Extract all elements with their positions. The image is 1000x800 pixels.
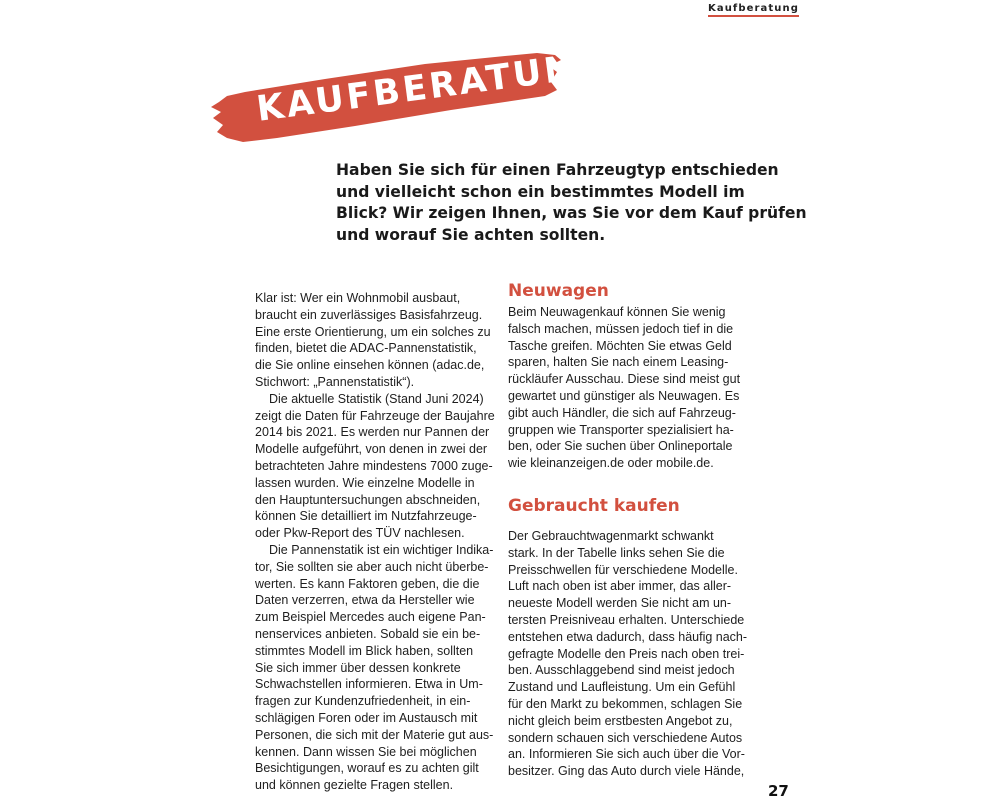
text-line: sparen, halten Sie nach einem Leasing- [508,355,729,370]
text-line: Die aktuelle Statistik (Stand Juni 2024) [269,391,484,406]
text-line: Beim Neuwagenkauf können Sie wenig [508,305,726,319]
text-line: nenservices anbieten. Sobald sie ein be- [255,626,481,641]
text-line: gewartet und günstiger als Neuwagen. Es [508,388,740,403]
text-line: für den Markt zu bekommen, schlagen Sie [508,696,743,711]
text-line: können Sie detailliert im Nutzfahrzeuge- [255,509,477,524]
text-line: und können gezielte Fragen stellen. [255,778,454,793]
text-line: Tasche greifen. Möchten Sie etwas Geld [508,338,732,353]
text-line: Der Gebrauchtwagenmarkt schwankt [508,529,714,543]
title-banner [205,44,611,152]
text-line: stimmtes Modell im Blick haben, sollten [255,643,474,658]
text-line: 2014 bis 2021. Es werden nur Pannen der [255,425,490,440]
intro-line: Blick? Wir zeigen Ihnen, was Sie vor dem Kauf prüfen [336,204,807,222]
text-line: neueste Modell werden Sie nicht am un- [508,596,732,611]
text-line: gibt auch Händler, die sich auf Fahrzeug- [508,405,736,420]
text-line: Daten verzerren, etwa da Hersteller wie [255,593,475,608]
text-line: fragen zur Kundenzufriedenheit, in ein- [255,694,471,709]
intro-line: und worauf Sie achten sollten. [336,225,606,244]
section-heading-neuwagen: Neuwagen [508,281,609,301]
text-line: ben. Ausschlaggebend sind meist jedoch [508,663,735,678]
left-column-text [255,290,495,794]
text-line: tor, Sie sollten sie aber auch nicht überbe- [255,559,489,574]
text-line: schlägigen Foren oder im Austausch mit [255,710,478,725]
text-line: nicht gleich beim erstbesten Angebot zu, [508,713,733,728]
text-line: an. Informieren Sie sich auch über die Vor- [508,747,745,762]
text-line: Preisschwellen für verschiedene Modelle. [508,562,738,577]
text-line: Modelle aufgeführt, von denen in zwei der [255,442,488,457]
text-line: Besichtigungen, worauf es zu achten gilt [255,761,479,776]
text-line: zeigt die Daten für Fahrzeuge der Baujahre [255,408,495,423]
text-line: Stichwort: „Pannenstatistik“). [255,374,415,389]
text-line: zum Beispiel Mercedes auch eigene Pan- [255,610,486,625]
neuwagen-text [508,304,748,472]
intro-paragraph [336,160,807,246]
text-line: betrachteten Jahre mindestens 7000 zuge- [255,458,493,473]
gebraucht-text [508,528,748,780]
text-line: braucht ein zuverlässiges Basisfahrzeug. [255,307,483,322]
text-line: den Hauptuntersuchungen abschneiden, [255,492,481,507]
text-line: sondern schauen sich verschiedene Autos [508,730,743,745]
text-line: stark. In der Tabelle links sehen Sie die [508,545,725,560]
intro-line: und vielleicht schon ein bestimmtes Modell im [336,182,745,201]
text-line: Luft nach oben ist aber immer, das aller- [508,579,732,594]
text-line: Sie sich immer über dessen konkrete [255,660,461,675]
text-line: werten. Es kann Faktoren geben, die die [255,576,480,591]
text-line: Zustand und Laufleistung. Um ein Gefühl [508,680,736,695]
running-head: Kaufberatung [708,3,799,17]
text-line: wie kleinanzeigen.de oder mobile.de. [508,456,714,471]
text-line: ben, oder Sie suchen über Onlineportale [508,439,733,454]
intro-line: Haben Sie sich für einen Fahrzeugtyp entschieden [336,161,779,179]
text-line: Die Pannenstatik ist ein wichtiger Indika- [269,542,494,557]
text-line: finden, bietet die ADAC-Pannenstatistik, [255,341,477,356]
text-line: Klar ist: Wer ein Wohnmobil ausbaut, [255,291,461,305]
text-line: gruppen wie Transporter spezialisiert ha- [508,422,734,437]
page-title: KAUFBERATUNG [254,44,611,130]
text-line: Eine erste Orientierung, um ein solches zu [255,324,491,339]
text-line: Schwachstellen informieren. Etwa in Um- [255,677,483,692]
text-line: falsch machen, müssen jedoch tief in die [508,321,734,336]
text-line: kennen. Dann wissen Sie bei möglichen [255,744,477,759]
text-line: Personen, die sich mit der Materie gut aus- [255,727,494,742]
text-line: rückläufer Ausschau. Diese sind meist gut [508,372,741,387]
text-line: lassen wurden. Wie einzelne Modelle in [255,475,475,490]
text-line: tersten Preisniveau erhalten. Unterschiede [508,612,745,627]
page-number: 27 [768,782,789,800]
text-line: entstehen etwa dadurch, dass häufig nach- [508,629,748,644]
text-line: die Sie online einsehen können (adac.de, [255,358,485,373]
text-line: oder Pkw-Report des TÜV nachlesen. [255,526,465,541]
section-heading-gebraucht: Gebraucht kaufen [508,496,680,516]
text-line: gefragte Modelle den Preis nach oben trei- [508,646,745,661]
text-line: besitzer. Ging das Auto durch viele Hände, [508,764,745,779]
